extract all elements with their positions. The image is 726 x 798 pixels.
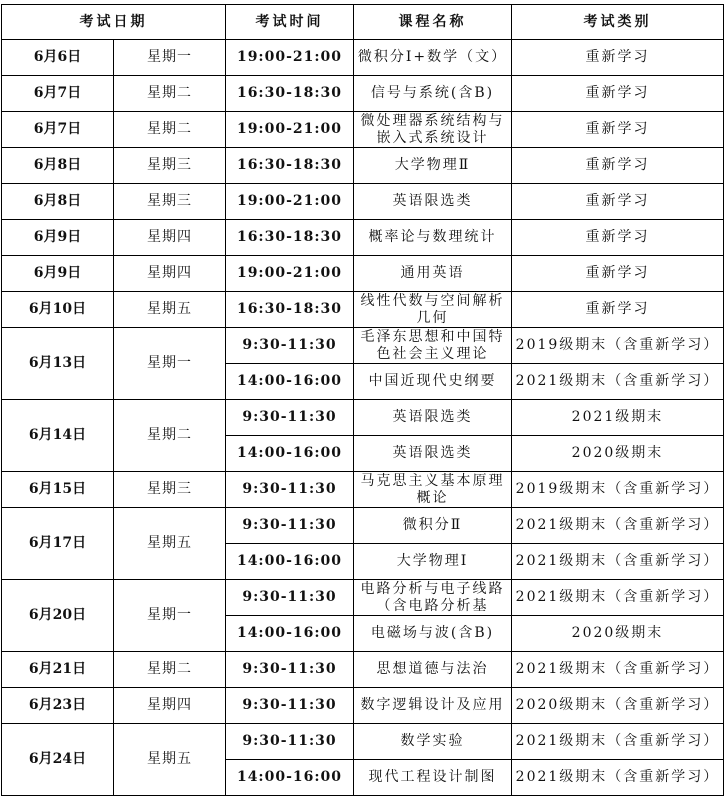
- type-cell: 重新学习: [512, 256, 724, 292]
- date-cell: 6月8日: [2, 148, 114, 184]
- course-cell: 英语限选类: [354, 184, 512, 220]
- table-row: [2, 184, 724, 220]
- type-cell: 2019级期末（含重新学习）: [512, 328, 724, 364]
- course-cell: 电路分析与电子线路（含电路分析基: [354, 580, 512, 616]
- weekday-cell: 星期一: [114, 40, 226, 76]
- course-cell: 微积分Ⅱ: [354, 508, 512, 544]
- time-cell: 14:00-16:00: [226, 544, 354, 580]
- table-row: [2, 508, 724, 544]
- type-cell: 重新学习: [512, 40, 724, 76]
- date-cell: 6月13日: [2, 328, 114, 400]
- type-cell: 重新学习: [512, 76, 724, 112]
- date-cell: 6月7日: [2, 76, 114, 112]
- type-cell: 重新学习: [512, 112, 724, 148]
- course-cell: 中国近现代史纲要: [354, 364, 512, 400]
- course-cell: 毛泽东思想和中国特色社会主义理论: [354, 328, 512, 364]
- table-row: [2, 652, 724, 688]
- weekday-cell: 星期四: [114, 688, 226, 724]
- course-cell: 数字逻辑设计及应用: [354, 688, 512, 724]
- time-cell: 14:00-16:00: [226, 364, 354, 400]
- time-cell: 14:00-16:00: [226, 760, 354, 796]
- weekday-cell: 星期四: [114, 220, 226, 256]
- type-cell: 重新学习: [512, 184, 724, 220]
- weekday-cell: 星期五: [114, 292, 226, 328]
- weekday-cell: 星期四: [114, 256, 226, 292]
- date-cell: 6月24日: [2, 724, 114, 796]
- time-cell: 16:30-18:30: [226, 220, 354, 256]
- type-cell: 2019级期末（含重新学习）: [512, 472, 724, 508]
- table-row: [2, 40, 724, 76]
- header-exam-type: 考试类别: [512, 5, 724, 40]
- weekday-cell: 星期三: [114, 472, 226, 508]
- course-cell: 信号与系统(含B): [354, 76, 512, 112]
- table-row: [2, 580, 724, 616]
- table-row: [2, 472, 724, 508]
- time-cell: 16:30-18:30: [226, 76, 354, 112]
- table-row: [2, 148, 724, 184]
- header-row: [2, 5, 724, 40]
- date-cell: 6月20日: [2, 580, 114, 652]
- type-cell: 2021级期末: [512, 400, 724, 436]
- type-cell: 2021级期末（含重新学习）: [512, 364, 724, 400]
- type-cell: 重新学习: [512, 220, 724, 256]
- type-cell: 2020级期末（含重新学习）: [512, 688, 724, 724]
- weekday-cell: 星期五: [114, 724, 226, 796]
- time-cell: 9:30-11:30: [226, 328, 354, 364]
- time-cell: 16:30-18:30: [226, 292, 354, 328]
- time-cell: 19:00-21:00: [226, 184, 354, 220]
- course-cell: 大学物理Ⅱ: [354, 148, 512, 184]
- type-cell: 2021级期末（含重新学习）: [512, 652, 724, 688]
- date-cell: 6月9日: [2, 256, 114, 292]
- course-cell: 电磁场与波(含B): [354, 616, 512, 652]
- type-cell: 2020级期末: [512, 436, 724, 472]
- time-cell: 16:30-18:30: [226, 148, 354, 184]
- header-course-name: 课程名称: [354, 5, 512, 40]
- date-cell: 6月17日: [2, 508, 114, 580]
- date-cell: 6月10日: [2, 292, 114, 328]
- course-cell: 大学物理Ⅰ: [354, 544, 512, 580]
- time-cell: 14:00-16:00: [226, 616, 354, 652]
- table-row: [2, 256, 724, 292]
- course-cell: 微处理器系统结构与嵌入式系统设计: [354, 112, 512, 148]
- table-row: [2, 328, 724, 364]
- time-cell: 9:30-11:30: [226, 400, 354, 436]
- time-cell: 9:30-11:30: [226, 652, 354, 688]
- course-cell: 数学实验: [354, 724, 512, 760]
- date-cell: 6月21日: [2, 652, 114, 688]
- table-row: [2, 292, 724, 328]
- table-row: [2, 688, 724, 724]
- weekday-cell: 星期一: [114, 328, 226, 400]
- table-row: [2, 76, 724, 112]
- table-row: [2, 724, 724, 760]
- course-cell: 英语限选类: [354, 436, 512, 472]
- time-cell: 14:00-16:00: [226, 436, 354, 472]
- course-cell: 通用英语: [354, 256, 512, 292]
- table-row: [2, 400, 724, 436]
- weekday-cell: 星期三: [114, 184, 226, 220]
- date-cell: 6月9日: [2, 220, 114, 256]
- type-cell: 2021级期末（含重新学习）: [512, 724, 724, 760]
- course-cell: 概率论与数理统计: [354, 220, 512, 256]
- header-exam-time: 考试时间: [226, 5, 354, 40]
- date-cell: 6月14日: [2, 400, 114, 472]
- date-cell: 6月7日: [2, 112, 114, 148]
- type-cell: 2021级期末（含重新学习）: [512, 760, 724, 796]
- time-cell: 9:30-11:30: [226, 580, 354, 616]
- time-cell: 19:00-21:00: [226, 40, 354, 76]
- course-cell: 马克思主义基本原理概论: [354, 472, 512, 508]
- type-cell: 重新学习: [512, 148, 724, 184]
- header-exam-date: 考试日期: [2, 5, 226, 40]
- type-cell: 2020级期末: [512, 616, 724, 652]
- type-cell: 重新学习: [512, 292, 724, 328]
- weekday-cell: 星期二: [114, 652, 226, 688]
- date-cell: 6月15日: [2, 472, 114, 508]
- weekday-cell: 星期五: [114, 508, 226, 580]
- exam-schedule-table: [1, 4, 724, 796]
- weekday-cell: 星期二: [114, 112, 226, 148]
- course-cell: 线性代数与空间解析几何: [354, 292, 512, 328]
- course-cell: 思想道德与法治: [354, 652, 512, 688]
- date-cell: 6月8日: [2, 184, 114, 220]
- type-cell: 2021级期末（含重新学习）: [512, 580, 724, 616]
- time-cell: 19:00-21:00: [226, 112, 354, 148]
- time-cell: 9:30-11:30: [226, 688, 354, 724]
- weekday-cell: 星期二: [114, 76, 226, 112]
- date-cell: 6月6日: [2, 40, 114, 76]
- time-cell: 19:00-21:00: [226, 256, 354, 292]
- course-cell: 微积分Ⅰ+数学（文）: [354, 40, 512, 76]
- weekday-cell: 星期一: [114, 580, 226, 652]
- weekday-cell: 星期三: [114, 148, 226, 184]
- table-row: [2, 112, 724, 148]
- time-cell: 9:30-11:30: [226, 508, 354, 544]
- weekday-cell: 星期二: [114, 400, 226, 472]
- course-cell: 现代工程设计制图: [354, 760, 512, 796]
- time-cell: 9:30-11:30: [226, 724, 354, 760]
- type-cell: 2021级期末（含重新学习）: [512, 544, 724, 580]
- table-row: [2, 220, 724, 256]
- date-cell: 6月23日: [2, 688, 114, 724]
- time-cell: 9:30-11:30: [226, 472, 354, 508]
- type-cell: 2021级期末（含重新学习）: [512, 508, 724, 544]
- course-cell: 英语限选类: [354, 400, 512, 436]
